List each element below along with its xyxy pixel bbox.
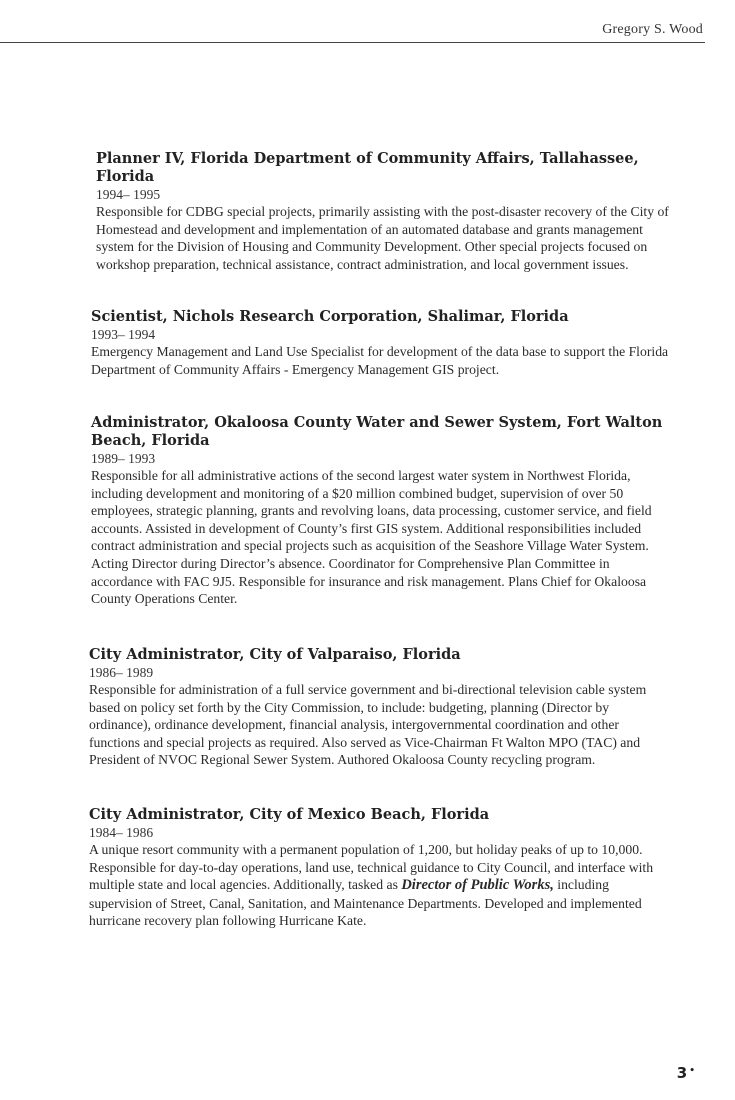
emphasized-role: Director of Public Works,	[401, 877, 554, 894]
job-entry	[91, 308, 671, 378]
job-description: Responsible for CDBG special projects, primarily assisting with the post-disaster recovery of the City of Homestead and development and implementation of an automated database and grants management system for the Division of Housing and Community Development. Other special projects focused on workshop preparation, technical assistance, contract administration, and local government issues.	[96, 204, 669, 272]
job-entry	[91, 414, 671, 608]
header-divider	[0, 42, 705, 43]
job-entry	[89, 646, 669, 769]
job-title: City Administrator, City of Mexico Beach, Florida	[89, 806, 490, 823]
job-years: 1984– 1986	[89, 825, 154, 840]
page-number-value: 3	[676, 1064, 688, 1082]
job-title: Scientist, Nichols Research Corporation, Shalimar, Florida	[91, 308, 569, 325]
job-entry	[96, 150, 676, 273]
job-years: 1989– 1993	[91, 451, 156, 466]
job-title: Planner IV, Florida Department of Community Affairs, Tallahassee, Florida	[96, 150, 639, 185]
job-description: Responsible for administration of a full service government and bi-directional television cable system based on policy set forth by the City Commission, to include: budgeting, planning (Director by ordinance), ordinance development, financial analysis, intergovernmental coordination and other functions and special projects as required. Also served as Vice-Chairman Ft Walton MPO (TAC) and President of NVOC Regional Sewer System. Authored Okaloosa County recycling program.	[89, 682, 647, 768]
job-description: Emergency Management and Land Use Specialist for development of the data base to support the Florida Department of Community Affairs - Emergency Management GIS project.	[91, 344, 669, 377]
description-text: including supervision of Street, Canal, Sanitation, and Maintenance Departments. Developed and implemented hurricane recovery plan following Hurricane Kate.	[89, 877, 642, 929]
page-marker: •	[689, 1066, 695, 1076]
job-years: 1993– 1994	[91, 327, 156, 342]
job-title: City Administrator, City of Valparaiso, Florida	[89, 646, 461, 663]
job-title: Administrator, Okaloosa County Water and Sewer System, Fort Walton Beach, Florida	[91, 414, 663, 449]
author-name: Gregory S. Wood	[602, 22, 703, 37]
job-description	[89, 841, 669, 930]
job-years: 1986– 1989	[89, 665, 154, 680]
job-years: 1994– 1995	[96, 187, 161, 202]
description-text: A unique resort community with a permanent population of 1,200, but holiday peaks of up to 10,000. Responsible for day-to-day operations, land use, technical guidance to City Council, and interface with multiple state and local agencies. Additionally, tasked as	[89, 842, 654, 893]
job-description: Responsible for all administrative actions of the second largest water system in Northwest Florida, including development and monitoring of a $20 million combined budget, supervision of over 50 employees, strategic planning, grants and revolving loans, data processing, customer service, and field accounts. Assisted in development of County’s first GIS system. Additional responsibilities included contract administration and special projects such as acquisition of the Seashore Village Water System. Acting Director during Director’s absence. Coordinator for Comprehensive Plan Committee in accordance with FAC 9J5. Responsible for insurance and risk management. Plans Chief for Okaloosa County Operations Center.	[91, 468, 652, 607]
page-number	[677, 1064, 695, 1082]
job-entry	[89, 806, 669, 930]
